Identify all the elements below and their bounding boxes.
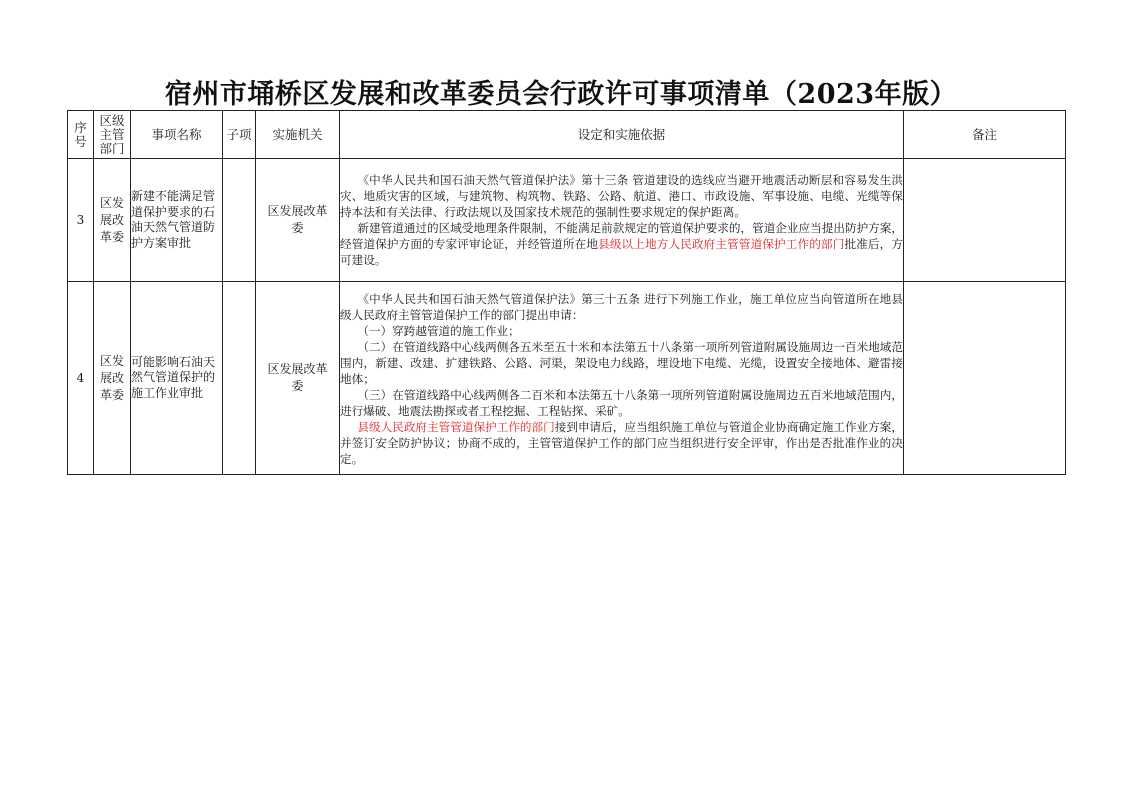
table-row — [68, 159, 1066, 282]
permit-table — [67, 110, 1066, 475]
row-seq: 3 — [68, 159, 94, 282]
row-dept: 区发展改革委 — [94, 282, 131, 475]
row-sub — [223, 159, 256, 282]
header-row — [68, 111, 1066, 159]
row-basis — [340, 159, 904, 282]
basis-paragraph: （二）在管道线路中心线两侧各五米至五十米和本法第五十八条第一项所列管道附属设施周边一百米地域范围内，新建、改建、扩建铁路、公路、河渠，架设电力线路，埋设地下电缆、光缆，设置安全接地体、避雷接地体； — [340, 340, 903, 386]
header-sub: 子项 — [223, 111, 256, 159]
header-name: 事项名称 — [131, 111, 223, 159]
basis-paragraph: （一）穿跨越管道的施工作业； — [357, 324, 520, 338]
page-title: 宿州市埇桥区发展和改革委员会行政许可事项清单（2023年版） — [164, 79, 958, 110]
row-dept: 区发展改革委 — [94, 159, 131, 282]
basis-paragraph — [340, 419, 903, 467]
header-agency: 实施机关 — [256, 111, 340, 159]
basis-highlight: 县级人民政府主管管道保护工作的部门 — [357, 420, 555, 434]
header-dept: 区级主管部门 — [94, 111, 131, 159]
basis-paragraph — [340, 220, 903, 268]
basis-paragraph: 《中华人民共和国石油天然气管道保护法》第三十五条 进行下列施工作业，施工单位应当向管道所在地县级人民政府主管管道保护工作的部门提出申请： — [340, 292, 903, 322]
header-remark: 备注 — [904, 111, 1066, 159]
table-row — [68, 282, 1066, 475]
basis-text: 批准后，方可建设。 — [340, 237, 903, 267]
row-remark — [904, 282, 1066, 475]
basis-text: 新建管道通过的区域受地理条件限制，不能满足前款规定的管道保护要求的，管道企业应当提出防护方案，经管道保护方面的专家评审论证，并经管道所在地 — [340, 221, 903, 251]
basis-paragraph: （三）在管道线路中心线两侧各二百米和本法第五十八条第一项所列管道附属设施周边五百米地域范围内，进行爆破、地震法勘探或者工程挖掘、工程钻探、采矿。 — [340, 388, 903, 418]
row-sub — [223, 282, 256, 475]
header-basis: 设定和实施依据 — [340, 111, 904, 159]
basis-highlight: 县级以上地方人民政府主管管道保护工作的部门 — [598, 237, 845, 251]
row-item-name: 新建不能满足管道保护要求的石油天然气管道防护方案审批 — [131, 159, 223, 282]
row-basis — [340, 282, 904, 475]
basis-paragraph: 《中华人民共和国石油天然气管道保护法》第十三条 管道建设的选线应当避开地震活动断层和容易发生洪灾、地质灾害的区域，与建筑物、构筑物、铁路、公路、航道、港口、市政设施、军事设施、电缆、光缆等保持本法和有关法律、行政法规以及国家技术规范的强制性要求规定的保护距离。 — [340, 173, 903, 219]
row-agency: 区发展改革委 — [256, 282, 340, 475]
row-seq: 4 — [68, 282, 94, 475]
row-agency: 区发展改革委 — [256, 159, 340, 282]
row-remark — [904, 159, 1066, 282]
basis-text: 接到申请后，应当组织施工单位与管道企业协商确定施工作业方案，并签订安全防护协议；协商不成的，主管管道保护工作的部门应当组织进行安全评审，作出是否批准作业的决定。 — [340, 420, 903, 466]
header-seq: 序号 — [68, 111, 94, 159]
row-item-name: 可能影响石油天然气管道保护的施工作业审批 — [131, 282, 223, 475]
